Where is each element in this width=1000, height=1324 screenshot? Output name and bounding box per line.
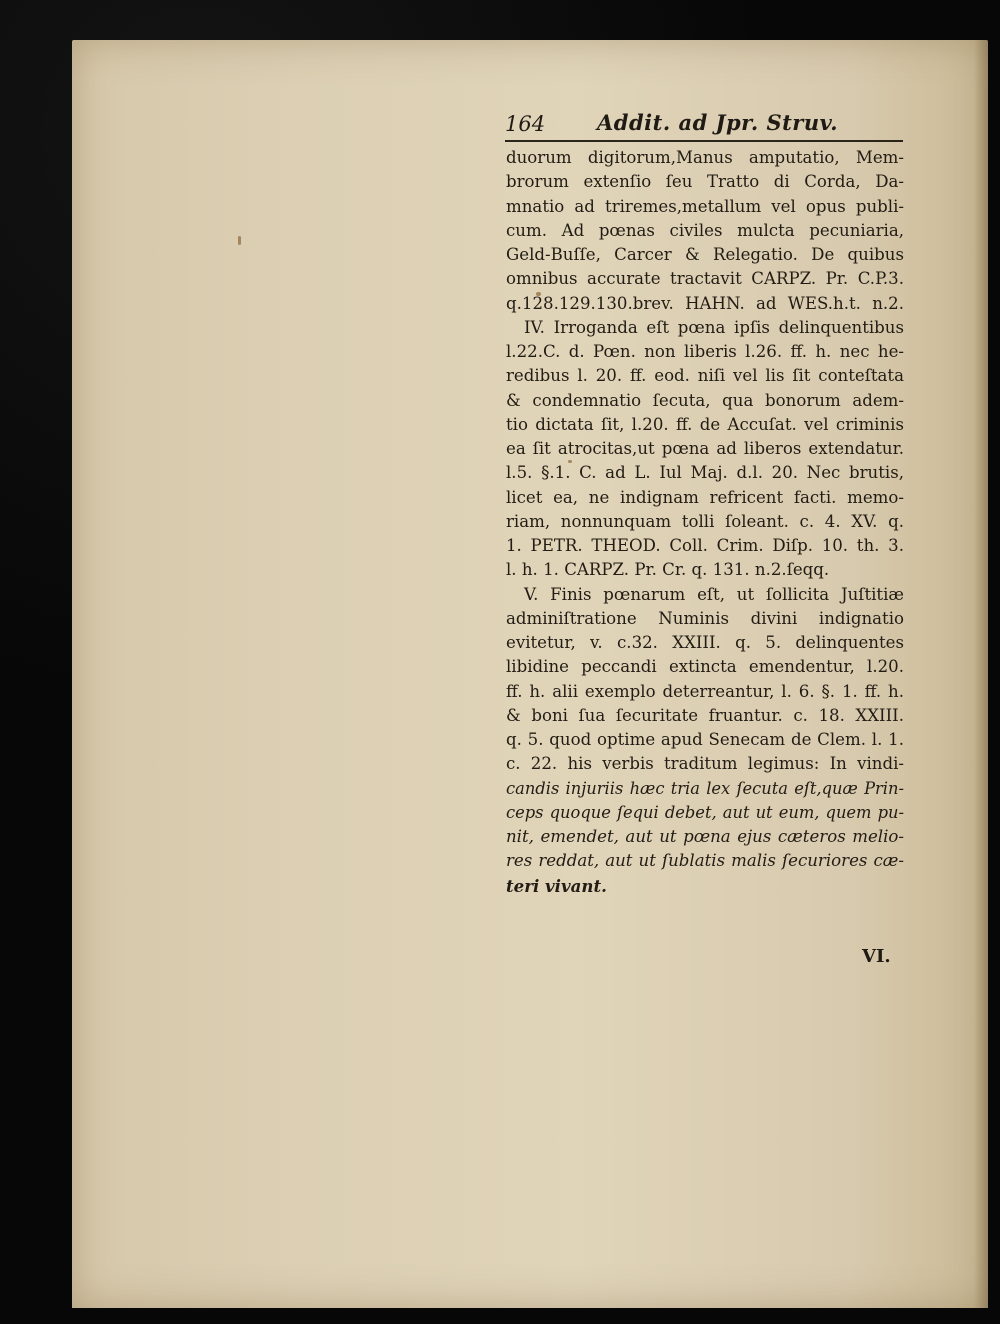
text-line: duorum digitorum,Manus amputatio, Mem- [506,148,904,167]
text-line: brorum extenſio ſeu Tratto di Corda, Da- [506,172,904,192]
text-line: libidine peccandi extincta emendentur, l.20. [506,657,904,677]
quote-line: candis injuriis hæc tria lex ſecuta eſt,quæ Prin- [506,778,904,798]
quote-line: ceps quoque ſequi debet, aut ut eum, quem pu- [506,802,904,822]
text-line: Geld-Buſſe, Carcer & Relegatio. De quibus [506,245,904,264]
page-header [505,108,903,142]
text-line: omnibus accurate tractavit CARPZ. Pr. C.P.3. [506,269,904,289]
paragraph-start-line: IV. Irroganda eſt pœna ipſis delinquentibus [524,317,904,337]
text-line: ea ſit atrocitas,ut pœna ad liberos extendatur. [506,439,904,458]
text-line: & condemnatio ſecuta, qua bonorum adem- [506,390,904,410]
text-line: licet ea, ne indignam refricent facti. memo- [506,487,904,507]
text-line: q.128.129.130.brev. HAHN. ad WES.h.t. n.2. [506,293,904,313]
header-rule [505,140,903,142]
text-line: & boni ſua ſecuritate fruantur. c. 18. XXIII. [506,705,904,725]
page-number: 164 [505,112,546,136]
text-line: 1. PETR. THEOD. Coll. Crim. Diſp. 10. th. 3. [506,536,904,555]
running-head: Addit. ad Jpr. Struv. [597,110,839,135]
quote-line: res reddat, aut ut ſublatis malis ſecuriores cæ- [506,851,904,871]
text-line: adminiſtratione Numinis divini indignatio [506,608,904,628]
text-line: l.5. §.1. C. ad L. Iul Maj. d.l. 20. Nec brutis, [506,463,904,483]
quote-line: teri vivant. [506,875,607,896]
text-line: redibus l. 20. ff. eod. niſi vel lis ſit conteſtata [506,366,904,386]
text-line: ff. h. alii exemplo deterreantur, l. 6. §. 1. ff. h. [506,681,904,701]
paragraph-start-line: V. Finis pœnarum eſt, ut ſollicita Juſtitiæ [524,584,904,604]
text-line: q. 5. quod optime apud Senecam de Clem. l. 1. [506,730,904,749]
text-line: l.22.C. d. Pœn. non liberis l.26. ff. h. nec he- [506,342,904,361]
body-text [506,146,904,898]
text-line: riam, nonnunquam tolli ſoleant. c. 4. XV. q. [506,511,904,531]
text-line: cum. Ad pœnas civiles mulcta pecuniaria, [506,220,904,240]
text-line: mnatio ad triremes,metallum vel opus publi- [506,196,904,216]
text-line: l. h. 1. CARPZ. Pr. Cr. q. 131. n.2.ſeqq. [506,560,830,580]
quote-line: nit, emendet, aut ut pœna ejus cæteros melio- [506,827,904,846]
text-line: c. 22. his verbis traditum legimus: In vindi- [506,754,904,774]
page-edge-shadow [974,40,988,1308]
text-line: tio dictata ſit, l.20. ff. de Accuſat. vel criminis [506,414,904,434]
text-line: evitetur, v. c.32. XXIII. q. 5. delinquentes [506,633,904,652]
catchword: VI. [862,946,891,967]
paper-speck [238,236,241,245]
